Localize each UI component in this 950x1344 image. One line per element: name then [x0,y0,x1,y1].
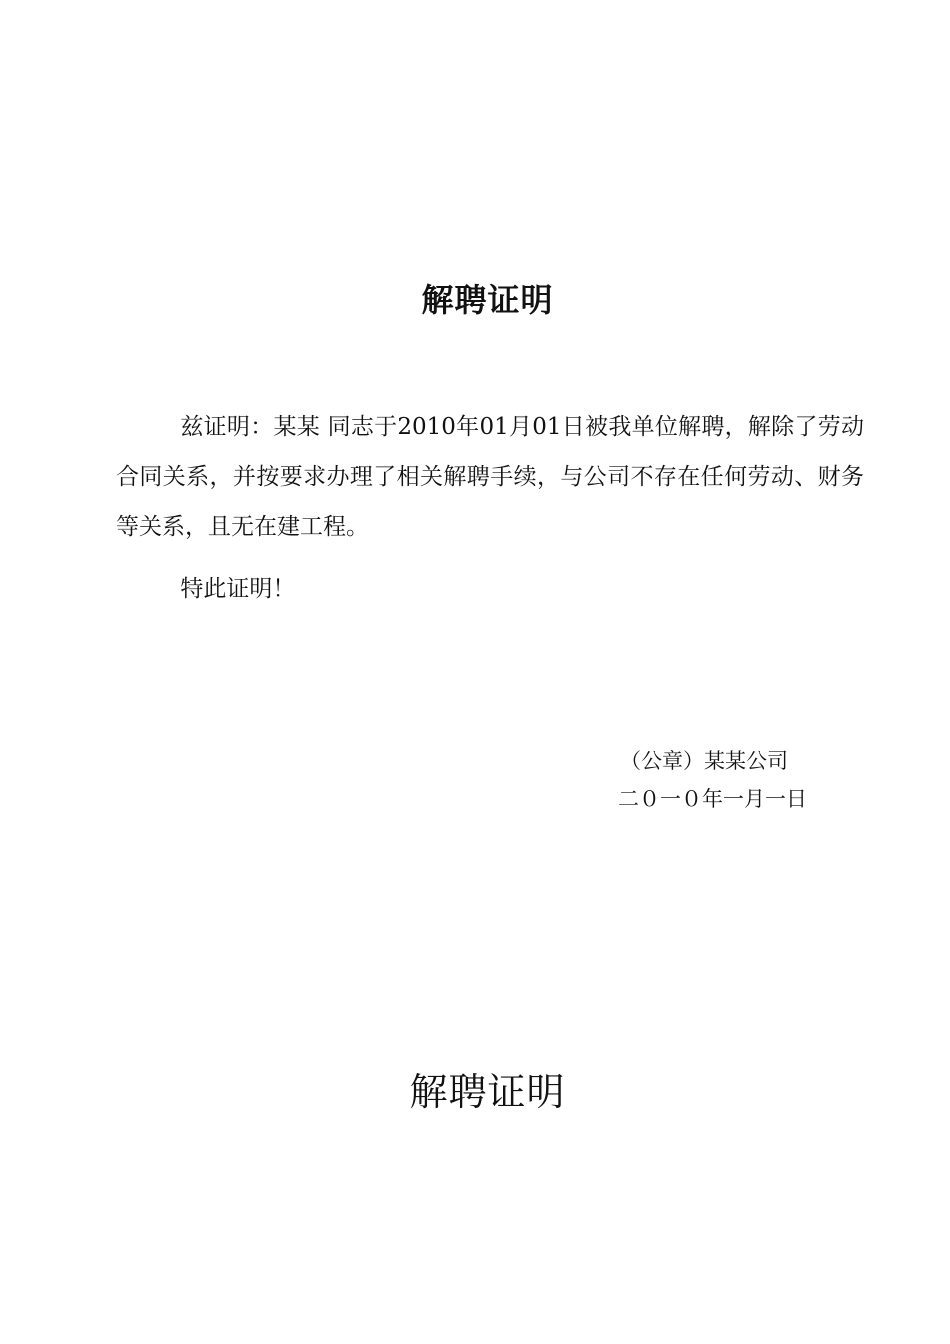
document-title: 解聘证明 [421,281,554,319]
company-seal-line: （公章）某某公司 [620,749,788,773]
issue-date: 二０一０年一月一日 [618,787,807,811]
signature-block [618,742,807,818]
closing-paragraph: 特此证明！ [180,576,296,602]
document-body [116,402,864,614]
certification-paragraph: 兹证明：某某 同志于2010年01月01日被我单位解聘，解除了劳动合同关系，并按要求办理了相关解聘手续，与公司不存在任何劳动、财务等关系，且无在建工程。 [116,414,864,540]
repeated-title: 解聘证明 [409,1070,566,1114]
